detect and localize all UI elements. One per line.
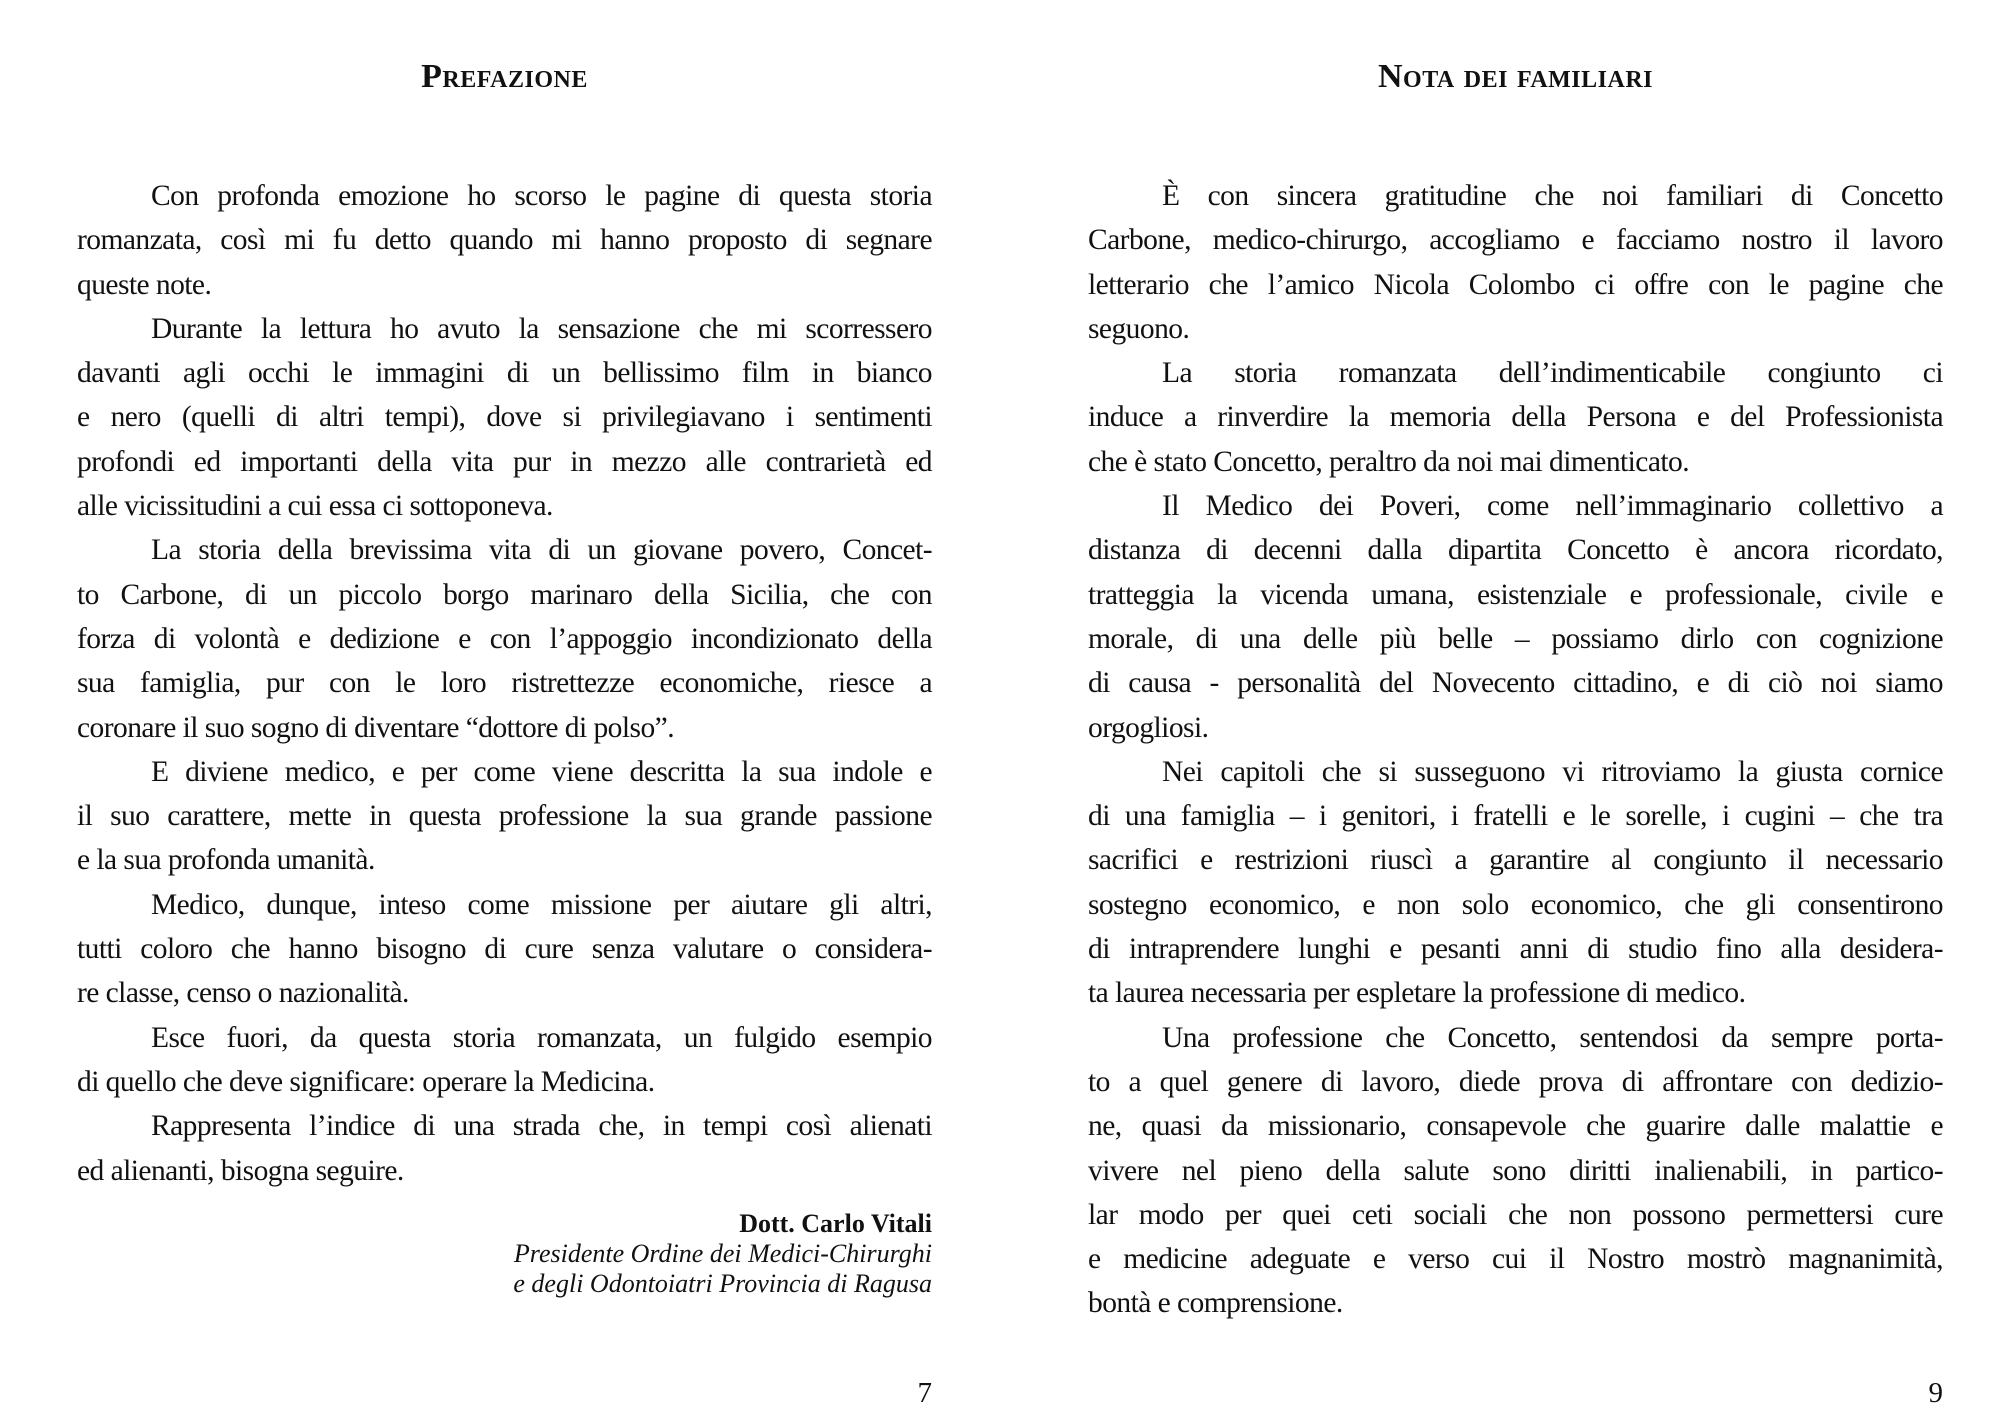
text-line: letterario che l’amico Nicola Colombo ci offre con le pagine che [1088, 268, 1943, 301]
text-line: tutti coloro che hanno bisogno di cure senza valutare o considera- [77, 933, 932, 966]
text-line: coronare il suo sogno di diventare “dottore di polso”. [77, 711, 675, 744]
text-line: di causa - personalità del Novecento cittadino, e di ciò noi siamo [1088, 667, 1943, 700]
text-line: La storia della brevissima vita di un giovane povero, Concet- [151, 534, 932, 567]
body-text [1088, 174, 1943, 1326]
text-line: È con sincera gratitudine che noi familiari di Concetto [1162, 180, 1943, 212]
text-line: e nero (quelli di altri tempi), dove si privilegiavano i sentimenti [77, 401, 932, 434]
text-line: Rappresenta l’indice di una strada che, in tempi così alienati [151, 1110, 932, 1143]
text-line: forza di volontà e dedizione e con l’appoggio incondizionato della [77, 622, 932, 655]
text-line: sacrifici e restrizioni riuscì a garantire al congiunto il necessario [1088, 844, 1943, 877]
signature-block [77, 1209, 932, 1299]
text-line: bontà e comprensione. [1088, 1287, 1343, 1320]
signature-name: Dott. Carlo Vitali [739, 1208, 932, 1238]
text-line: alle vicissitudini a cui essa ci sottoponeva. [77, 490, 553, 523]
text-line: ed alienanti, bisogna seguire. [77, 1154, 404, 1187]
text-line: e la sua profonda umanità. [77, 844, 375, 877]
text-line: di una famiglia – i genitori, i fratelli e le sorelle, i cugini – che tra [1088, 800, 1943, 833]
text-line: distanza di decenni dalla dipartita Concetto è ancora ricordato, [1088, 534, 1943, 567]
text-line: Il Medico dei Poveri, come nell’immaginario collettivo a [1162, 490, 1943, 523]
text-line: sua famiglia, pur con le loro ristrettezze economiche, riesce a [77, 667, 932, 700]
text-line: to a quel genere di lavoro, diede prova di affrontare con dedizio- [1088, 1065, 1943, 1098]
text-line: Esce fuori, da questa storia romanzata, un fulgido esempio [151, 1021, 932, 1054]
text-line: Durante la lettura ho avuto la sensazione che mi scorressero [151, 312, 932, 345]
text-line: che è stato Concetto, peraltro da noi mai dimenticato. [1088, 445, 1690, 478]
text-line: seguono. [1088, 312, 1190, 345]
text-line: re classe, censo o nazionalità. [77, 977, 409, 1010]
text-line: lar modo per quei ceti sociali che non possono permettersi cure [1088, 1198, 1943, 1231]
text-line: di intraprendere lunghi e pesanti anni di studio fino alla desidera- [1088, 933, 1943, 966]
text-line: ne, quasi da missionario, consapevole che guarire dalle malattie e [1088, 1110, 1943, 1143]
signature-role-line: e degli Odontoiatri Provincia di Ragusa [513, 1268, 932, 1298]
text-line: E diviene medico, e per come viene descritta la sua indole e [151, 755, 932, 788]
text-line: profondi ed importanti della vita pur in mezzo alle contrarietà ed [77, 445, 932, 478]
text-line: ta laurea necessaria per espletare la professione di medico. [1088, 977, 1746, 1010]
text-line: Una professione che Concetto, sentendosi da sempre porta- [1162, 1021, 1943, 1054]
text-line: Carbone, medico-chirurgo, accogliamo e facciamo nostro il lavoro [1088, 224, 1943, 257]
signature-role-line: Presidente Ordine dei Medici-Chirurghi [513, 1238, 932, 1268]
text-line: Nei capitoli che si susseguono vi ritroviamo la giusta cornice [1162, 755, 1943, 788]
text-line: Con profonda emozione ho scorso le pagine di questa storia [151, 180, 932, 212]
text-line: La storia romanzata dell’indimenticabile congiunto ci [1162, 357, 1943, 390]
text-line: di quello che deve significare: operare la Medicina. [77, 1065, 655, 1098]
text-line: il suo carattere, mette in questa professione la sua grande passione [77, 800, 932, 833]
body-text [77, 174, 932, 1193]
text-line: romanzata, così mi fu detto quando mi hanno proposto di segnare [77, 224, 932, 257]
text-line: orgogliosi. [1088, 711, 1209, 744]
text-line: morale, di una delle più belle – possiamo dirlo con cognizione [1088, 622, 1943, 655]
text-line: induce a rinverdire la memoria della Persona e del Professionista [1088, 401, 1943, 434]
page-title: Nota dei familiari [1377, 58, 1653, 95]
page-number: 9 [1928, 1377, 1943, 1409]
text-line: to Carbone, di un piccolo borgo marinaro della Sicilia, che con [77, 578, 932, 611]
text-line: e medicine adeguate e verso cui il Nostro mostrò magnanimità, [1088, 1243, 1943, 1276]
page-number: 7 [917, 1377, 932, 1409]
text-line: Medico, dunque, inteso come missione per aiutare gli altri, [151, 888, 932, 921]
left-page [77, 0, 932, 1425]
page-title: Prefazione [421, 58, 588, 95]
text-line: davanti agli occhi le immagini di un bellissimo film in bianco [77, 357, 932, 390]
text-line: sostegno economico, e non solo economico, che gli consentirono [1088, 888, 1943, 921]
text-line: tratteggia la vicenda umana, esistenziale e professionale, civile e [1088, 578, 1943, 611]
text-line: vivere nel pieno della salute sono diritti inalienabili, in partico- [1088, 1154, 1943, 1187]
text-line: queste note. [77, 268, 212, 301]
right-page [1088, 0, 1943, 1425]
